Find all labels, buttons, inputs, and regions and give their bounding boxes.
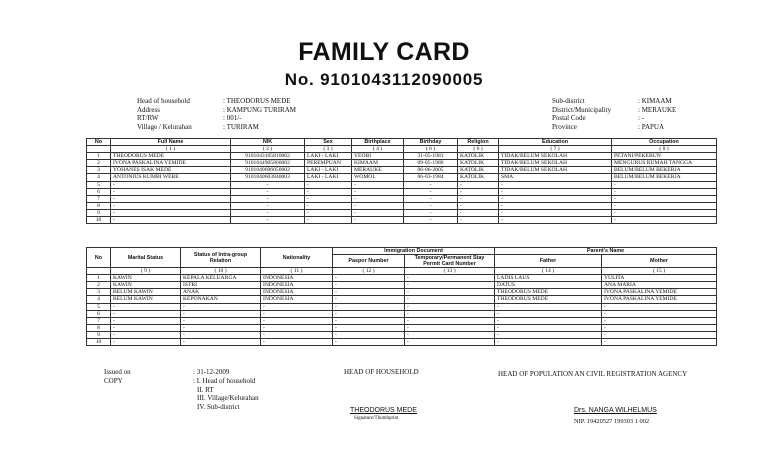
table-cell: - (111, 188, 231, 195)
table-cell: ISTRI (181, 282, 261, 289)
col-header: Sex (305, 139, 352, 146)
table-cell: BELUM KAWIN (111, 296, 181, 303)
table-cell: KATOLIK (458, 160, 499, 167)
col-number: ( 13 ) (405, 268, 495, 275)
info-label: RT/RW (137, 114, 159, 123)
info-row (552, 123, 676, 132)
col-header: Occupation (612, 139, 717, 146)
table-cell: LAKI - LAKI (305, 153, 352, 160)
info-label: Head of household (137, 97, 190, 105)
table-cell: - (612, 217, 717, 224)
table-cell: 7 (87, 195, 111, 202)
table-cell: 2 (87, 282, 111, 289)
table-cell: - (305, 209, 352, 216)
table-cell: - (404, 202, 458, 209)
col-number (87, 146, 111, 153)
info-value: : TURIRAM (223, 122, 259, 131)
table-row (87, 174, 717, 181)
table-cell: 6 (87, 310, 111, 317)
table-cell: PEREMPUAN (305, 160, 352, 167)
table-cell: - (333, 310, 405, 317)
table-cell: - (181, 310, 261, 317)
table-cell: - (495, 303, 602, 310)
table-cell: - (495, 317, 602, 324)
info-row (137, 123, 296, 132)
col-number: ( 3 ) (305, 146, 352, 153)
table-cell: - (602, 339, 717, 346)
table-cell: - (499, 181, 612, 188)
col-number: ( 7 ) (499, 146, 612, 153)
table-cell: - (458, 209, 499, 216)
table-cell: INDONESIA (261, 275, 333, 282)
info-row (137, 97, 296, 106)
table-cell: THEODORUS MEDE (111, 153, 231, 160)
table-cell: 10 (87, 217, 111, 224)
table-cell: KEPALA KELUARGA (181, 275, 261, 282)
agency-head-name: Drs. NANGA WILHELMUS (574, 407, 657, 414)
table-cell: - (231, 209, 305, 216)
table-cell: 1 (87, 275, 111, 282)
table-cell: - (612, 188, 717, 195)
table-cell: 9 (87, 331, 111, 338)
table-cell: - (261, 324, 333, 331)
col-number: ( 8 ) (612, 146, 717, 153)
table-cell: - (404, 217, 458, 224)
table-cell: - (405, 339, 495, 346)
table-cell: - (405, 303, 495, 310)
info-label: Province (552, 122, 577, 131)
table-cell: - (111, 339, 181, 346)
table-cell: - (333, 317, 405, 324)
table-row (87, 303, 717, 310)
table-cell: - (495, 310, 602, 317)
col-number: ( 11 ) (261, 268, 333, 275)
col-marital: Marital Status (111, 248, 181, 268)
info-label: Postal Code (552, 114, 586, 123)
table-cell: 10 (87, 339, 111, 346)
table-cell: YEOBI (352, 153, 404, 160)
table-row (87, 339, 717, 346)
table-row (87, 296, 717, 303)
table-cell: - (612, 202, 717, 209)
table-cell: - (111, 310, 181, 317)
table-cell: 4 (87, 296, 111, 303)
table-cell: - (458, 181, 499, 188)
info-row (137, 106, 296, 115)
table-cell: - (111, 324, 181, 331)
col-number: ( 6 ) (404, 146, 458, 153)
col-number: ( 4 ) (352, 146, 404, 153)
table-cell: - (181, 317, 261, 324)
table-cell: LAKI - LAKI (305, 174, 352, 181)
table-cell: - (111, 331, 181, 338)
table-cell: - (458, 188, 499, 195)
col-header: Religion (458, 139, 499, 146)
table-cell: ANA MARIA (602, 282, 717, 289)
table-cell: MENGURUS RUMAH TANGGA (612, 160, 717, 167)
col-number: ( 9 ) (111, 268, 181, 275)
table-cell: - (181, 303, 261, 310)
info-row (552, 106, 676, 115)
col-no: No (87, 248, 111, 268)
table-cell: KEPONAKAN (181, 296, 261, 303)
issued-value: : 31-12-2009 (193, 368, 230, 376)
col-nationality: Nationality (261, 248, 333, 268)
head-household-name: THEODORUS MEDE (350, 407, 417, 414)
table-cell: BELUM/BELUM BEKERJA (612, 174, 717, 181)
table-cell: - (612, 181, 717, 188)
table-cell: - (261, 317, 333, 324)
table-cell: - (261, 339, 333, 346)
table-cell: THEODORUS MEDE (495, 289, 602, 296)
issued-label: Issued on (104, 368, 131, 376)
agency-label: HEAD OF POPULATION AN CIVIL REGISTRATION AGENCY (498, 370, 688, 378)
table-row (87, 167, 717, 174)
table-cell: - (231, 188, 305, 195)
table-cell: - (404, 195, 458, 202)
col-parents: Parent's Name (495, 248, 717, 255)
table-cell: 5 (87, 303, 111, 310)
table-cell: - (181, 331, 261, 338)
table-cell: 06-03-1984 (404, 174, 458, 181)
table-cell: - (352, 202, 404, 209)
table-cell: - (333, 324, 405, 331)
col-number: ( 12 ) (333, 268, 405, 275)
table-cell: - (495, 339, 602, 346)
table-cell: - (181, 339, 261, 346)
info-value: : MERAUKE (638, 105, 677, 114)
table-cell: - (405, 282, 495, 289)
table-cell: - (458, 217, 499, 224)
col-header: NIK (231, 139, 305, 146)
table-cell: - (499, 209, 612, 216)
table-cell: - (111, 209, 231, 216)
col-number: ( 15 ) (602, 268, 717, 275)
table-cell: - (495, 331, 602, 338)
table-cell: - (404, 188, 458, 195)
table-cell: - (305, 181, 352, 188)
table-cell: THEODORUS MEDE (495, 296, 602, 303)
table-cell: - (352, 209, 404, 216)
table-cell: - (261, 331, 333, 338)
info-label: Address (137, 105, 160, 114)
col-status-relation: Status of Intra-group Relation (181, 248, 261, 268)
table-cell: - (333, 303, 405, 310)
table-cell: - (333, 296, 405, 303)
table-cell: - (261, 303, 333, 310)
table-row (87, 209, 717, 216)
table-cell: - (458, 202, 499, 209)
table-cell: INDONESIA (261, 289, 333, 296)
table-cell: - (405, 275, 495, 282)
table-cell: 5 (87, 181, 111, 188)
col-number: ( 6 ) (458, 146, 499, 153)
table-cell: IVONA PASKALINA YEMIDE (602, 289, 717, 296)
table-cell: ANAK (181, 289, 261, 296)
col-header: No (87, 139, 111, 146)
table-cell: - (333, 282, 405, 289)
col-number: ( 14 ) (495, 268, 602, 275)
table-cell: 6 (87, 188, 111, 195)
table-cell: KATOLIK (458, 167, 499, 174)
table-cell: 4 (87, 174, 111, 181)
table-cell: 06-06-2005 (404, 167, 458, 174)
table-cell: - (499, 217, 612, 224)
table-cell: - (612, 209, 717, 216)
table-cell: - (333, 339, 405, 346)
table-cell: - (352, 181, 404, 188)
table-cell: - (111, 303, 181, 310)
table-cell: - (405, 331, 495, 338)
table-cell: TIDAK/BELUM SEKOLAH (499, 160, 612, 167)
document-title: FAMILY CARD (298, 38, 470, 66)
table-cell: 3 (87, 167, 111, 174)
info-value: : THEODORUS MEDE (223, 97, 291, 105)
head-household-label: HEAD OF HOUSEHOLD (344, 368, 419, 376)
table-cell: - (333, 275, 405, 282)
copy-item: IV. Sub-district (197, 402, 240, 411)
table-cell: 1 (87, 153, 111, 160)
info-row (137, 114, 296, 123)
table-cell: - (333, 289, 405, 296)
table-cell: 31-05-1981 (404, 153, 458, 160)
table-cell: WOMOL (352, 174, 404, 181)
col-header: Birthplace (352, 139, 404, 146)
table-cell: KATOLIK (458, 174, 499, 181)
table-cell: - (352, 217, 404, 224)
table-row (87, 202, 717, 209)
table-cell: KIMAAM (352, 160, 404, 167)
table-cell: BELUM/BELUM BEKERJA (612, 167, 717, 174)
table-cell: - (499, 188, 612, 195)
copy-item: III. Village/Kelurahan (197, 394, 259, 403)
table-cell: 9 (87, 209, 111, 216)
table-cell: - (602, 310, 717, 317)
table-cell: - (404, 181, 458, 188)
col-number: ( 10 ) (181, 268, 261, 275)
table-cell: - (261, 310, 333, 317)
table-cell: 9101040606050002 (231, 167, 305, 174)
table-cell: 9101044905860002 (231, 160, 305, 167)
info-value: : KAMPUNG TURIRAM (223, 105, 296, 114)
table-cell: MERAUKE (352, 167, 404, 174)
signature-note: Signature/Thumbprint (354, 416, 399, 421)
table-row (87, 282, 717, 289)
col-number-row (87, 146, 717, 153)
table-cell: - (111, 195, 231, 202)
table-cell: TIDAK/BELUM SEKOLAH (499, 153, 612, 160)
table-cell: - (405, 310, 495, 317)
table-cell: - (352, 188, 404, 195)
table-cell: 7 (87, 317, 111, 324)
info-label: Sub-district (552, 97, 585, 105)
table-row (87, 217, 717, 224)
household-info-right (552, 97, 676, 131)
table-cell: - (499, 202, 612, 209)
table-row (87, 195, 717, 202)
table-cell: - (231, 195, 305, 202)
copy-item: : I. Head of household (193, 377, 256, 385)
table-cell: - (305, 195, 352, 202)
info-label: District/Municipality (552, 105, 612, 114)
table-cell: - (458, 195, 499, 202)
table-row (87, 289, 717, 296)
table-cell: PETANI/PEKEBUN (612, 153, 717, 160)
table-cell: 09-05-1986 (404, 160, 458, 167)
table-cell: - (111, 202, 231, 209)
info-value: : KIMAAM (638, 97, 672, 105)
col-header: Birthday (404, 139, 458, 146)
col-header: Full Name (111, 139, 231, 146)
table-cell: 8 (87, 202, 111, 209)
col-passport: Paspor Number (333, 255, 405, 268)
table-row (87, 331, 717, 338)
table-cell: 9101040603840003 (231, 174, 305, 181)
col-number-row (87, 268, 717, 275)
info-row (552, 114, 676, 123)
table-row (87, 181, 717, 188)
table-cell: - (231, 202, 305, 209)
copy-list (193, 377, 259, 411)
table-cell: IVONA PASKALINA YEMIDE (111, 160, 231, 167)
table-cell: LAKI - LAKI (305, 167, 352, 174)
col-header: Education (499, 139, 612, 146)
table-cell: - (305, 217, 352, 224)
table-cell: - (111, 217, 231, 224)
table-row (87, 324, 717, 331)
table-cell: - (602, 331, 717, 338)
table-cell: - (305, 202, 352, 209)
table-cell: LADIS LAUS (495, 275, 602, 282)
table-cell: - (231, 217, 305, 224)
table-cell: YULITA (602, 275, 717, 282)
table-cell: - (111, 181, 231, 188)
info-row (552, 97, 676, 106)
table-cell: KAWIN (111, 282, 181, 289)
table-cell: IVONA PASKALINA YEMIDE (602, 296, 717, 303)
table-cell: 2 (87, 160, 111, 167)
col-immigration: Immigration Document (333, 248, 495, 255)
status-table (86, 247, 717, 346)
table-cell: KATOLIK (458, 153, 499, 160)
table-cell: - (602, 324, 717, 331)
table-cell: - (333, 331, 405, 338)
info-label: Village / Kelurahan (137, 122, 192, 131)
members-table (86, 138, 717, 224)
table-cell: - (495, 324, 602, 331)
table-cell: ANTONIUS KUMBI WERE (111, 174, 231, 181)
col-father: Father (495, 255, 602, 268)
table-cell: - (111, 317, 181, 324)
card-number: No. 9101043112090005 (284, 70, 484, 89)
table-row (87, 310, 717, 317)
table-cell: INDONESIA (261, 282, 333, 289)
col-number: ( 2 ) (231, 146, 305, 153)
table-cell: 8 (87, 324, 111, 331)
table-cell: - (602, 317, 717, 324)
col-temp-stay: Temporary/Permanent Stay Permit Card Number (405, 255, 495, 268)
table-cell: - (405, 289, 495, 296)
table-row (87, 153, 717, 160)
table-row (87, 275, 717, 282)
table-cell: INDONESIA (261, 296, 333, 303)
table-cell: - (499, 195, 612, 202)
table-cell: - (352, 195, 404, 202)
agency-nip: NIP. 19420527 199303 1 002 (574, 418, 650, 425)
table-cell: - (231, 181, 305, 188)
table-cell: 9101043105810002 (231, 153, 305, 160)
table-cell: - (305, 188, 352, 195)
col-number: ( 1 ) (111, 146, 231, 153)
table-cell: - (405, 296, 495, 303)
info-value: : 001/- (223, 114, 242, 123)
copy-item: II. RT (197, 385, 214, 394)
table-cell: - (405, 324, 495, 331)
copy-label: COPY (104, 377, 123, 385)
table-cell: - (602, 303, 717, 310)
table-cell: TIDAK/BELUM SEKOLAH (499, 167, 612, 174)
table-cell: SMA (499, 174, 612, 181)
table-cell: 3 (87, 289, 111, 296)
col-mother: Mother (602, 255, 717, 268)
col-number (87, 268, 111, 275)
table-cell: BELUM KAWIN (111, 289, 181, 296)
household-info-left (137, 97, 296, 131)
table-cell: - (612, 195, 717, 202)
table-cell: YOHANES ISAK MEDE (111, 167, 231, 174)
table-cell: KAWIN (111, 275, 181, 282)
table-row (87, 317, 717, 324)
table-cell: - (404, 209, 458, 216)
table-row (87, 188, 717, 195)
table-row (87, 160, 717, 167)
table-cell: DATUS (495, 282, 602, 289)
info-value: : - (638, 114, 645, 123)
info-value: : PAPUA (638, 122, 665, 131)
table-cell: - (405, 317, 495, 324)
table-cell: - (181, 324, 261, 331)
